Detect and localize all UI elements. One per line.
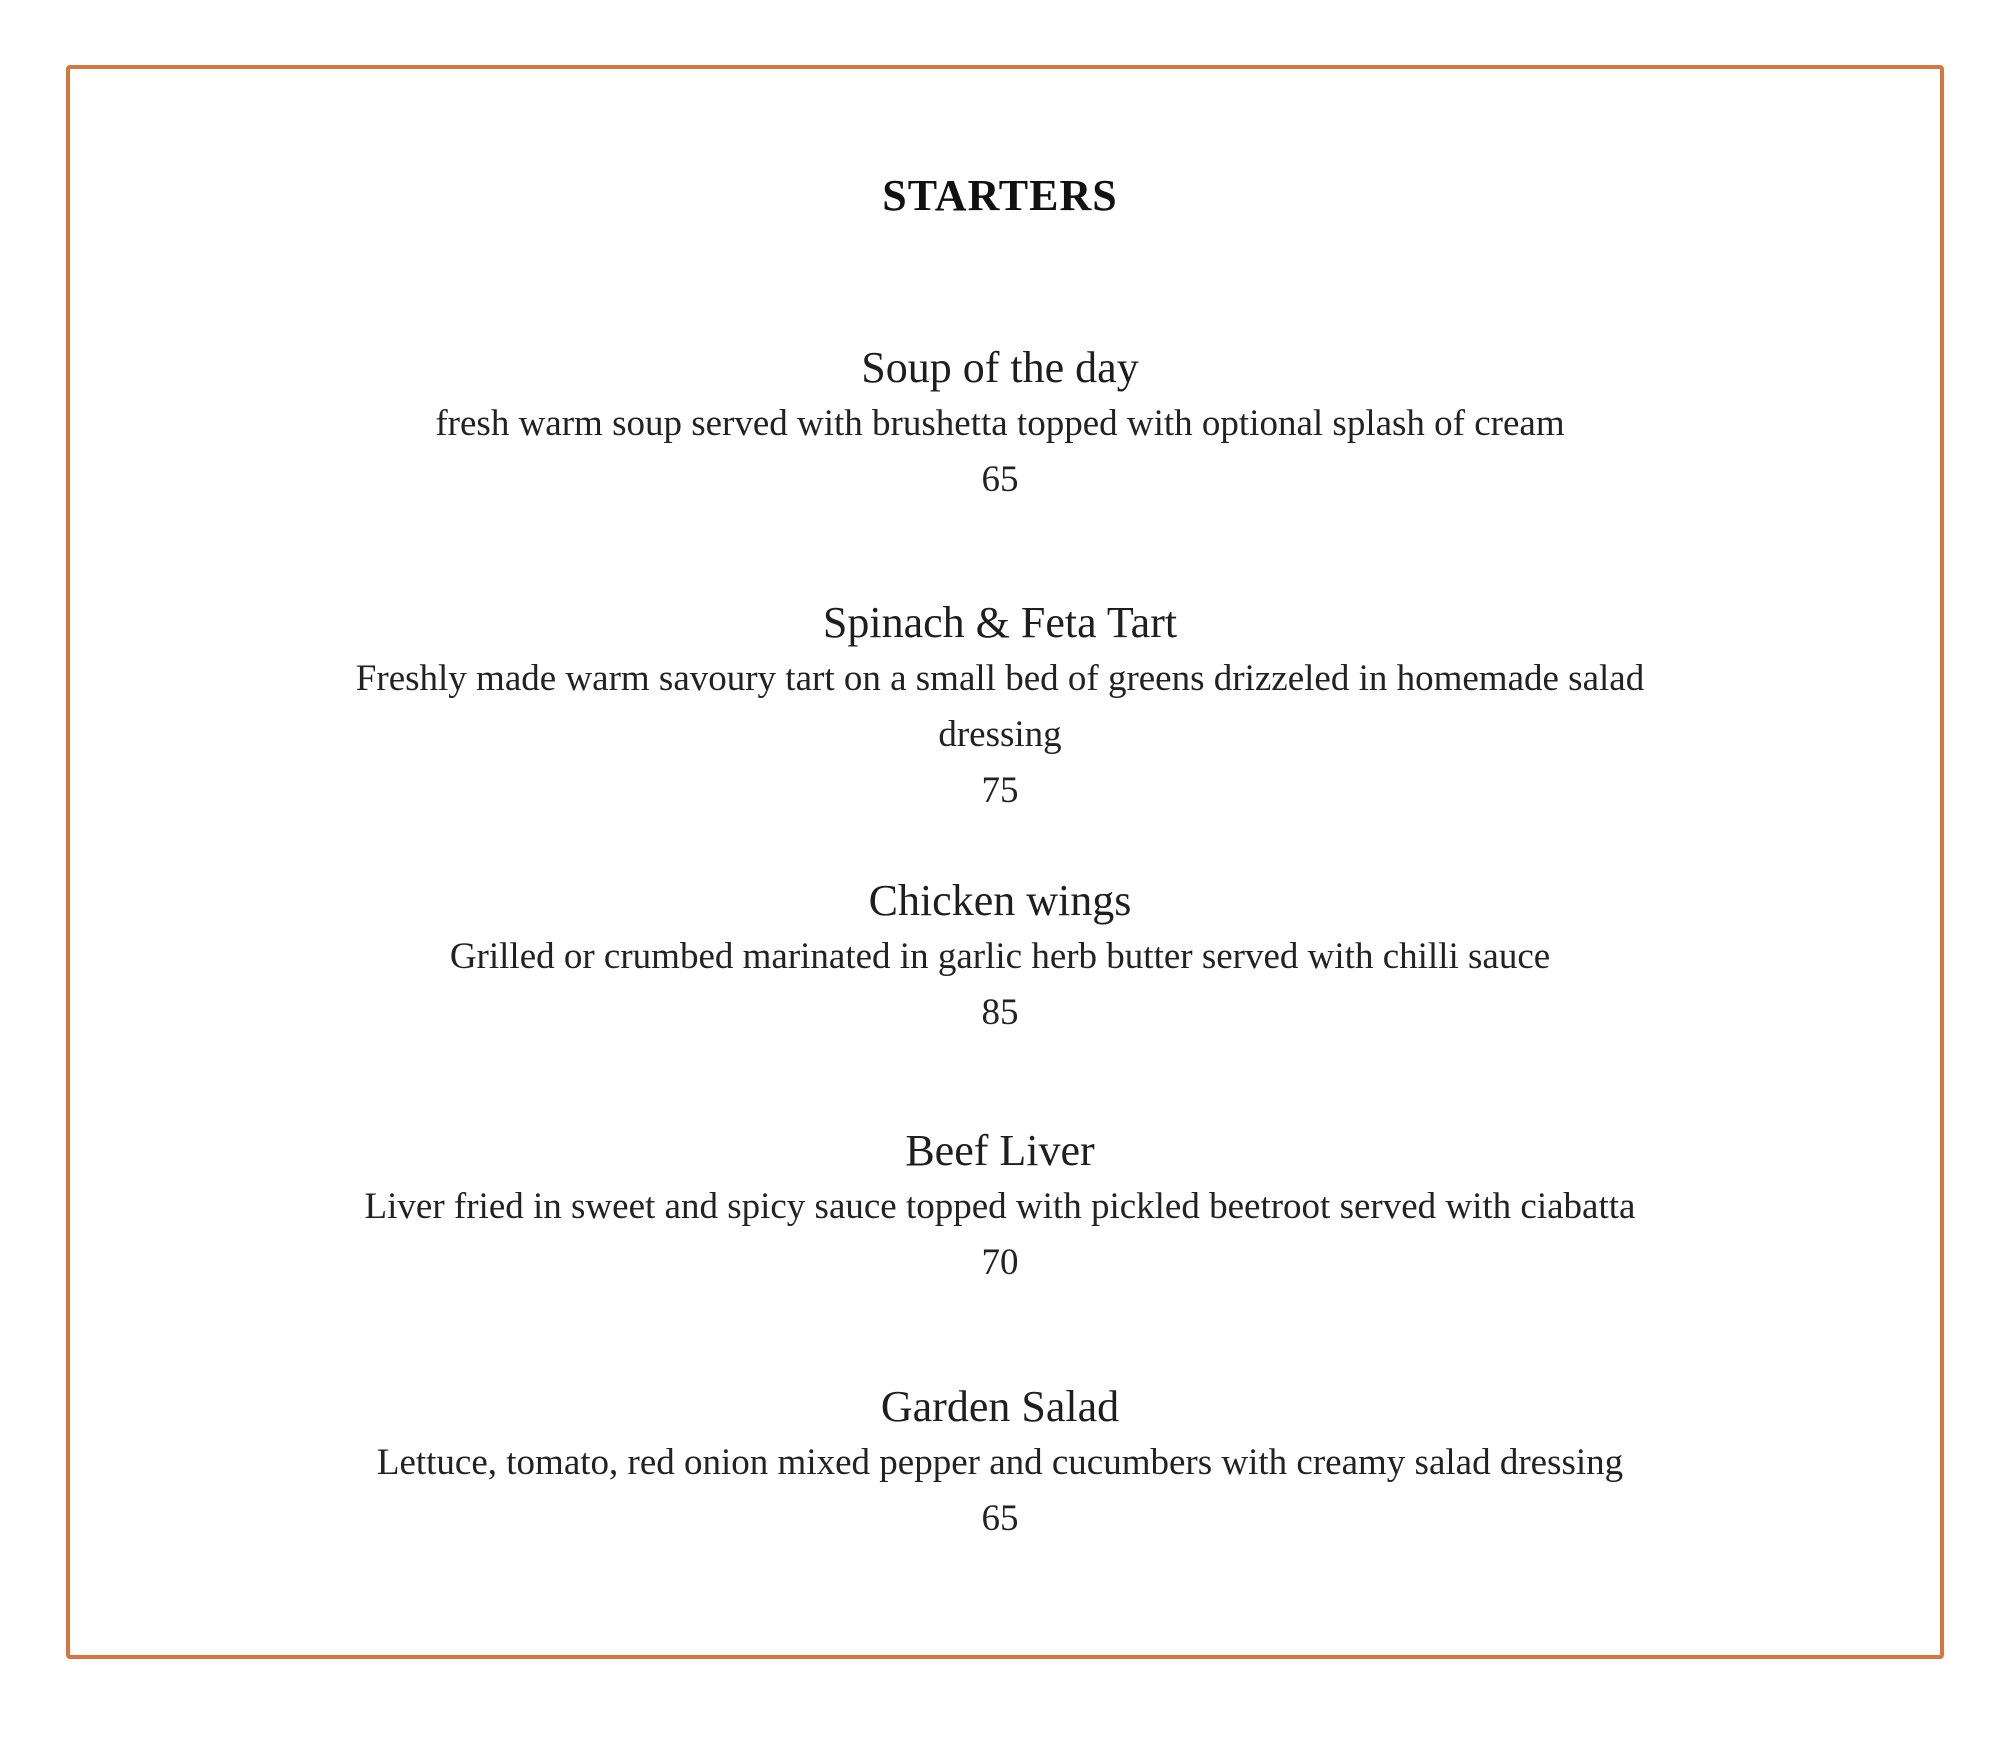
item-price: 70 [981,1242,1019,1283]
item-description: fresh warm soup served with brushetta topped with optional splash of cream [435,403,1565,444]
item-name: Spinach & Feta Tart [822,598,1178,647]
item-name: Garden Salad [880,1382,1120,1431]
item-name: Soup of the day [861,343,1139,392]
item-description: Grilled or crumbed marinated in garlic herb butter served with chilli sauce [449,936,1551,977]
menu-item-tart [0,595,2000,819]
item-description: Freshly made warm savoury tart on a small bed of greens drizzeled in homemade salad dressing [355,658,1645,755]
item-name: Chicken wings [868,876,1132,925]
item-price: 75 [981,770,1019,811]
item-price: 65 [981,459,1019,500]
item-description: Liver fried in sweet and spicy sauce topped with pickled beetroot served with ciabatta [364,1186,1636,1227]
item-price: 85 [981,992,1019,1033]
section-title: STARTERS [882,171,1118,220]
item-name: Beef Liver [905,1126,1095,1175]
menu-item-liver [0,1123,2000,1291]
menu-item-salad [0,1379,2000,1547]
item-price: 65 [981,1498,1019,1539]
menu-item-soup [0,340,2000,508]
menu-item-wings [0,873,2000,1041]
item-description: Lettuce, tomato, red onion mixed pepper and cucumbers with creamy salad dressing [376,1442,1624,1483]
